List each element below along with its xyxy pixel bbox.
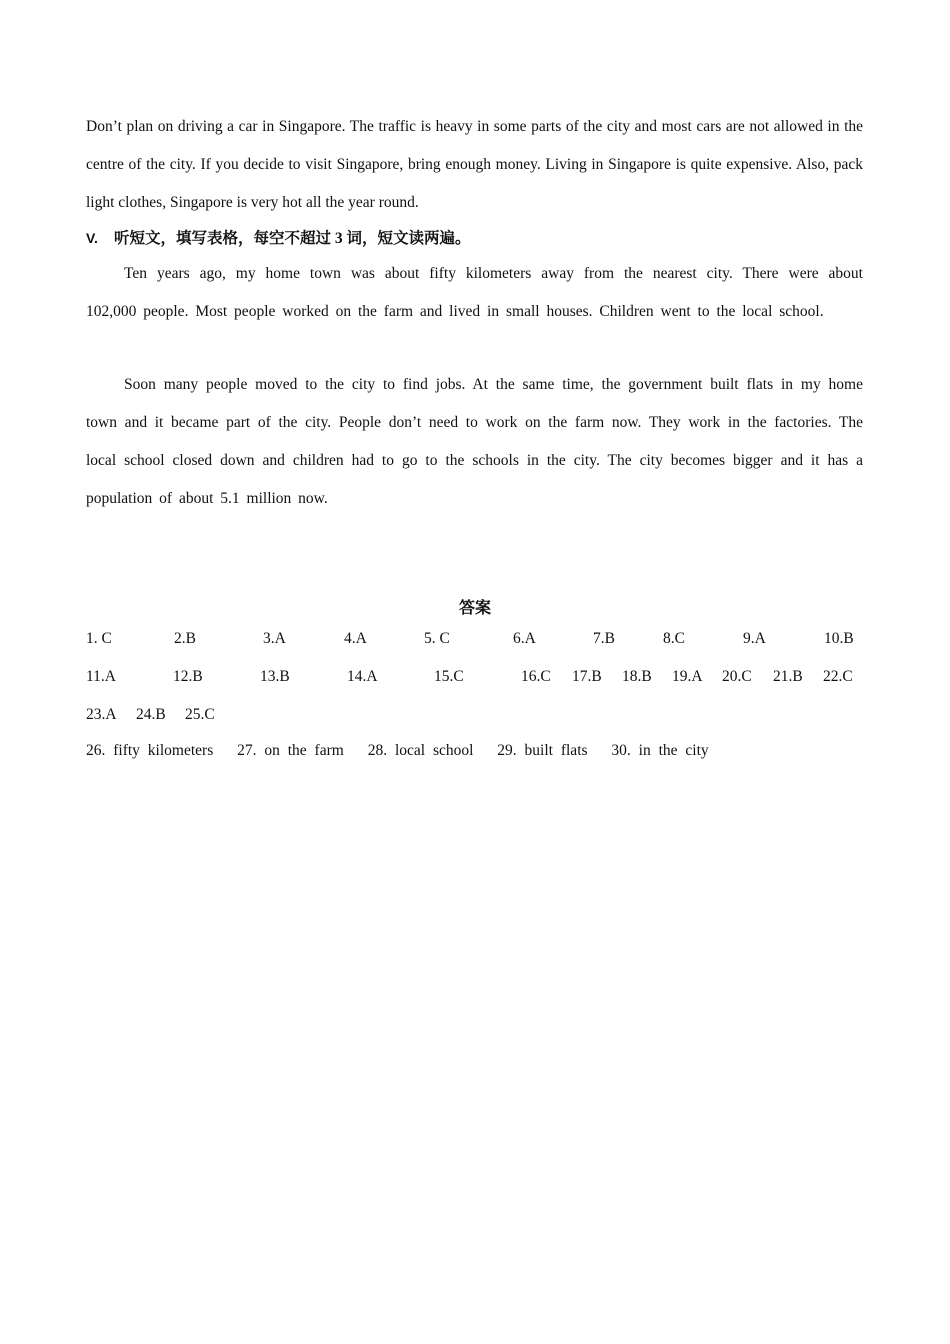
answer-item: 2.B	[174, 630, 196, 647]
answer-item: 14.A	[347, 668, 378, 685]
answer-item: 20.C	[722, 668, 752, 685]
fill-in-item: 27. on the farm	[237, 742, 344, 759]
answer-item: 9.A	[743, 630, 766, 647]
answer-item: 15.C	[434, 668, 464, 685]
answer-item: 6.A	[513, 630, 536, 647]
answer-item: 5. C	[424, 630, 450, 647]
answer-item: 1. C	[86, 630, 112, 647]
section-instruction: 听短文，填写表格，每空不超过 3 词，短文读两遍。	[113, 230, 471, 247]
answer-item: 23.A	[86, 706, 117, 723]
fill-in-item: 30. in the city	[611, 742, 709, 759]
fill-in-item: 29. built flats	[497, 742, 588, 759]
answer-item: 21.B	[773, 668, 803, 685]
passage-paragraph-1: Ten years ago, my home town was about fifty kilometers away from the nearest city. There were about 102,000 people. Most people worked on the farm and lived in small houses. Children went to the local school.	[86, 265, 863, 320]
section-number: V.	[86, 230, 98, 246]
section-heading	[86, 226, 470, 248]
answer-item: 11.A	[86, 668, 116, 685]
answer-heading: 答案	[458, 600, 491, 617]
answer-item: 22.C	[823, 668, 853, 685]
answer-item: 10.B	[824, 630, 854, 647]
answer-item: 8.C	[663, 630, 685, 647]
answer-item: 19.A	[672, 668, 703, 685]
answer-item: 7.B	[593, 630, 615, 647]
answer-item: 13.B	[260, 668, 290, 685]
fill-in-item: 26. fifty kilometers	[86, 742, 214, 759]
fill-in-answers	[86, 742, 725, 760]
answer-item: 3.A	[263, 630, 286, 647]
answer-item: 25.C	[185, 706, 215, 723]
passage-paragraph-2: Soon many people moved to the city to find jobs. At the same time, the government built flats in my home town and it became part of the city. People don’t need to work on the farm now. They work in the factories. The local school closed down and children had to go to the schools in the city. The city becomes bigger and it has a population of about 5.1 million now.	[86, 376, 863, 507]
answer-item: 24.B	[136, 706, 166, 723]
fill-in-item: 28. local school	[367, 742, 474, 759]
answer-item: 18.B	[622, 668, 652, 685]
answer-item: 4.A	[344, 630, 367, 647]
answer-item: 12.B	[173, 668, 203, 685]
answer-item: 16.C	[521, 668, 551, 685]
answer-item: 17.B	[572, 668, 602, 685]
intro-paragraph: Don’t plan on driving a car in Singapore. The traffic is heavy in some parts of the city and most cars are not allowed in the centre of the city. If you decide to visit Singapore, bring enough money. Living in Singapore is quite expensive. Also, pack light clothes, Singapore is very hot all the year round.	[86, 118, 863, 211]
